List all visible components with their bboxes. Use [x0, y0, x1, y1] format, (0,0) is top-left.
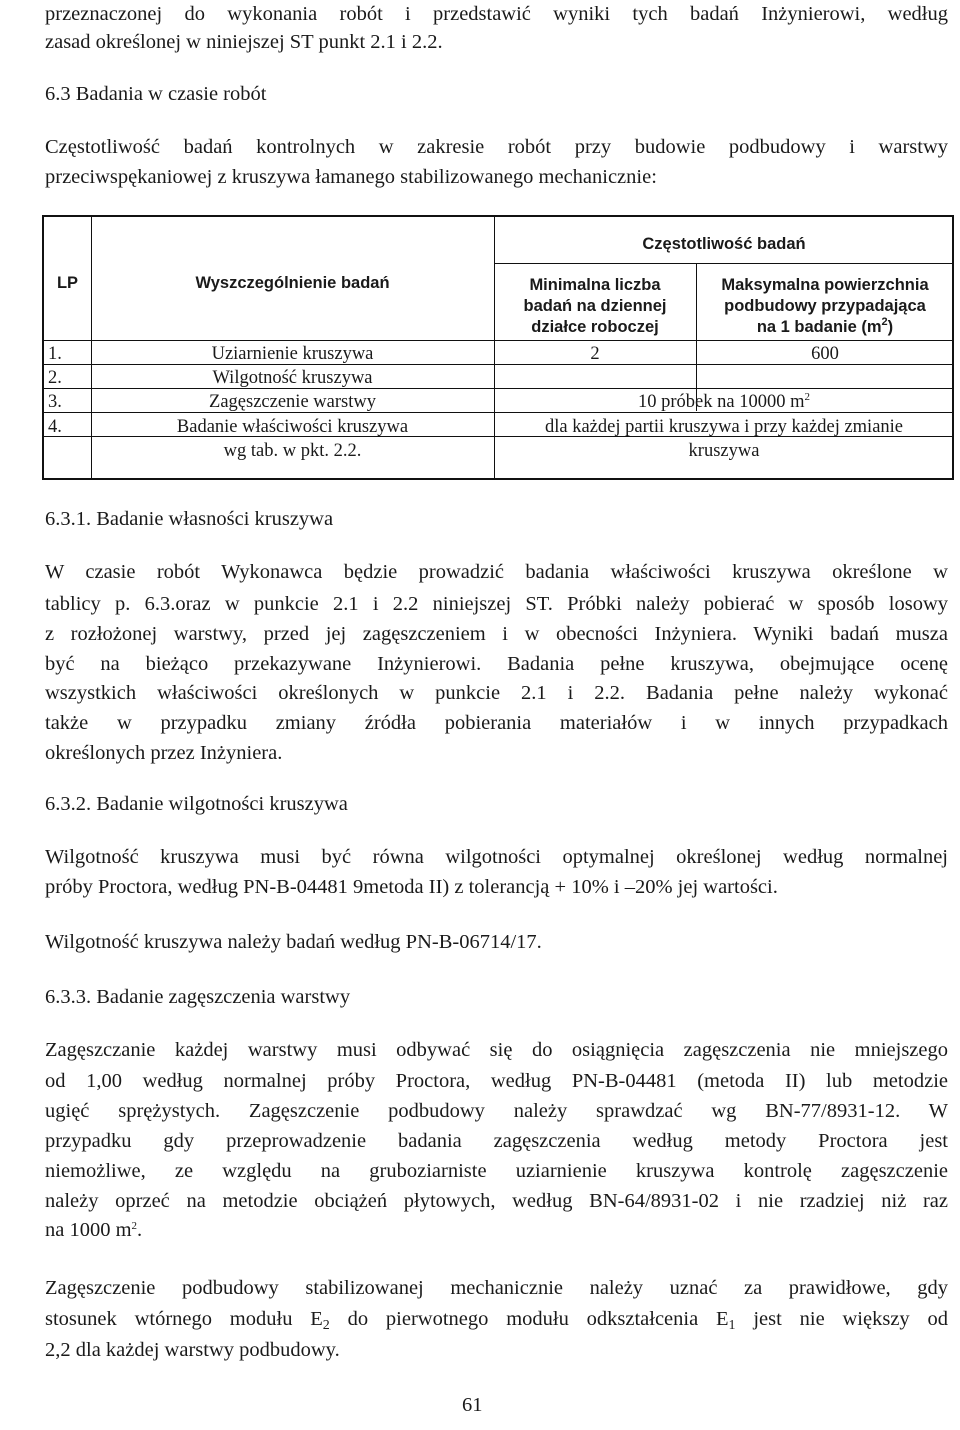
row-merged: dla każdej partii kruszywa i przy każdej zmianie kruszywa [544, 417, 904, 461]
row-lp: 2. [48, 368, 62, 388]
row-lp: 1. [48, 344, 62, 364]
body-text-line: z rozłożonej warstwy, przed jej zagęszczeniem i w obecności Inżyniera. Wyniki badań musza [45, 623, 948, 645]
page-number: 61 [462, 1394, 483, 1416]
body-text-line: stosunek wtórnego modułu $E_2$ do pierwotnego modułu odkształcenia $E_1$ jest nie większy od [45, 1308, 948, 1333]
body-text-line: Wilgotność kruszywa należy badań według PN-B-06714/17. [45, 931, 542, 953]
body-text-line: niemożliwe, ze względu na gruboziarniste uziarnienie kruszywa kontrolę zagęszczenie [45, 1160, 948, 1182]
body-text-line: na 1000 $m^2$. [45, 1219, 143, 1241]
body-text-line: tablicy p. 6.3.oraz w punkcie 2.1 i 2.2 niniejszej ST. Próbki należy pobierać w sposób losowy [45, 593, 948, 615]
body-text-line: być na bieżąco przekazywane Inżynierowi. Badania pełne kruszywa, obejmujące ocenę [45, 653, 948, 675]
header-item: Wyszczególnienie badań [195, 274, 390, 292]
body-text-line: próby Proctora, według PN-B-04481 9metoda II) z tolerancją + 10% i –20% jej wartości. [45, 876, 778, 898]
body-text-line: Wilgotność kruszywa musi być równa wilgotności optymalnej określonej według normalnej [45, 846, 948, 868]
row-lp: 3. [48, 392, 62, 412]
body-text-line: także w przypadku zmiany źródła pobierania materiałów i w innych przypadkach [45, 712, 948, 734]
row-lp: 4. [48, 417, 62, 437]
section-heading: 6.3.2. Badanie wilgotności kruszywa [45, 793, 348, 815]
body-text-line: przypadku gdy przeprowadzenie badania zagęszczenia według metody Proctora jest [45, 1130, 948, 1152]
body-text-line: należy oprzeć na metodzie obciążeń płytowych, według BN-64/8931-02 i nie rzadziej niż raz [45, 1190, 948, 1212]
body-text-line: od 1,00 według normalnej próby Proctora, według PN-B-04481 (metoda II) lub metodzie [45, 1070, 948, 1092]
body-text-line: przeznaczonej do wykonania robót i przedstawić wyniki tych badań Inżynierowi, według [45, 3, 948, 25]
body-text-line: Zagęszczanie każdej warstwy musi odbywać się do osiągnięcia zagęszczenia nie mniejszego [45, 1039, 948, 1061]
section-heading: 6.3 Badania w czasie robót [45, 83, 267, 105]
body-text-line: W czasie robót Wykonawca będzie prowadzić badania właściwości kruszywa określone w [45, 561, 948, 583]
row-max: 600 [811, 344, 839, 364]
body-text-line: Zagęszczenie podbudowy stabilizowanej mechanicznie należy uznać za prawidłowe, gdy [45, 1277, 948, 1299]
section-heading: 6.3.3. Badanie zagęszczenia warstwy [45, 986, 351, 1008]
header-frequency: Częstotliwość badań [642, 235, 806, 253]
body-text-line: określonych przez Inżyniera. [45, 742, 283, 764]
row-min: 2 [590, 344, 600, 364]
row-name: Badanie właściwości kruszywa wg tab. w pkt. 2.2. [176, 417, 409, 461]
body-text-line: wszystkich właściwości określonych w punkcie 2.1 i 2.2. Badania pełne należy wykonać [45, 682, 948, 704]
body-text-line: ugięć sprężystych. Zagęszczenie podbudowy należy sprawdzać wg BN-77/8931-12. W [45, 1100, 948, 1122]
section-heading: 6.3.1. Badanie własności kruszywa [45, 508, 334, 530]
tests-frequency-table [42, 215, 954, 480]
header-lp: LP [56, 274, 79, 292]
row-name: Wilgotność kruszywa [212, 368, 373, 388]
row-name: Uziarnienie kruszywa [211, 344, 374, 364]
body-text-line: przeciwspękaniowej z kruszywa łamanego stabilizowanego mechanicznie: [45, 166, 657, 188]
body-text-line: zasad określonej w niniejszej ST punkt 2.1 i 2.2. [45, 31, 443, 53]
body-text-line: Częstotliwość badań kontrolnych w zakresie robót przy budowie podbudowy i warstwy [45, 136, 948, 158]
header-max-area: Maksymalna powierzchnia podbudowy przypadająca na 1 badanie $(m^2)$ [721, 276, 929, 336]
row-name: Zagęszczenie warstwy [209, 392, 376, 412]
row-merged: 10 próbek na 10000 $m^2$ [638, 391, 810, 412]
body-text-line: 2,2 dla każdej warstwy podbudowy. [45, 1339, 340, 1361]
header-min-count: Minimalna liczba badań na dziennej działce roboczej [523, 276, 667, 336]
